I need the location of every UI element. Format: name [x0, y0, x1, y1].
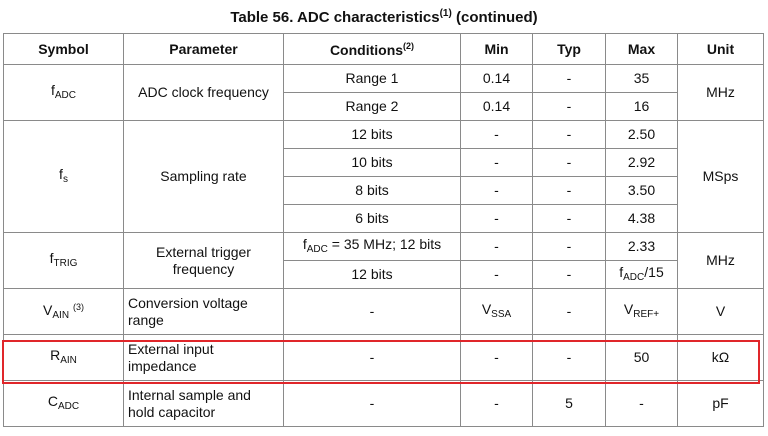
- symbol-subscript: AIN: [60, 354, 77, 366]
- table-row: [4, 381, 764, 427]
- unit-cell: V: [678, 289, 764, 335]
- table-row: [4, 289, 764, 335]
- unit-cell: MSps: [678, 121, 764, 233]
- min-cell: -: [461, 121, 533, 149]
- header-symbol: Symbol: [4, 34, 124, 65]
- typ-cell: -: [533, 335, 606, 381]
- min-cell: -: [461, 233, 533, 261]
- typ-cell: -: [533, 177, 606, 205]
- min-text: V: [481, 300, 492, 317]
- unit-cell: kΩ: [678, 335, 764, 381]
- parameter-cell: Internal sample and hold capacitor: [124, 381, 284, 427]
- condition-cell: -: [284, 289, 461, 335]
- table-title-suffix: (continued): [451, 9, 538, 26]
- condition-cell: Range 1: [284, 65, 461, 93]
- condition-cell: 8 bits: [284, 177, 461, 205]
- condition-cell: Range 2: [284, 93, 461, 121]
- typ-cell: -: [533, 233, 606, 261]
- table-row: [4, 65, 764, 93]
- typ-cell: -: [533, 261, 606, 289]
- symbol-text: R: [50, 346, 61, 363]
- max-cell: [606, 289, 678, 335]
- condition-cell: 6 bits: [284, 205, 461, 233]
- table-title-footnote: (1): [439, 8, 452, 19]
- unit-cell: MHz: [678, 65, 764, 121]
- max-cell: 2.33: [606, 233, 678, 261]
- typ-cell: -: [533, 205, 606, 233]
- unit-cell: pF: [678, 381, 764, 427]
- table-row-highlighted: [4, 335, 764, 381]
- max-cell: 2.50: [606, 121, 678, 149]
- parameter-cell: ADC clock frequency: [124, 65, 284, 121]
- symbol-subscript: s: [62, 173, 68, 185]
- typ-cell: -: [533, 65, 606, 93]
- symbol-text: f: [49, 249, 54, 266]
- table-row: [4, 121, 764, 149]
- condition-cell: 12 bits: [284, 121, 461, 149]
- unit-cell: MHz: [678, 233, 764, 289]
- header-conditions: [284, 34, 461, 65]
- min-cell: 0.14: [461, 65, 533, 93]
- condition-cell: -: [284, 381, 461, 427]
- condition-cell: 12 bits: [284, 261, 461, 289]
- condition-cell: [284, 233, 461, 261]
- table-title: [0, 8, 768, 26]
- symbol-footnote: (3): [72, 302, 84, 312]
- symbol-subscript: TRIG: [53, 257, 78, 269]
- symbol-text: C: [47, 392, 58, 409]
- symbol-cell: [4, 233, 124, 289]
- header-min: Min: [461, 34, 533, 65]
- max-cell: [606, 261, 678, 289]
- typ-cell: -: [533, 289, 606, 335]
- header-unit: Unit: [678, 34, 764, 65]
- typ-cell: -: [533, 149, 606, 177]
- symbol-text: f: [50, 81, 55, 98]
- min-cell: -: [461, 205, 533, 233]
- symbol-cell: [4, 121, 124, 233]
- condition-text-rest: = 35 MHz; 12 bits: [327, 235, 442, 252]
- max-cell: 4.38: [606, 205, 678, 233]
- typ-cell: -: [533, 93, 606, 121]
- table-row: [4, 233, 764, 261]
- symbol-cell: [4, 65, 124, 121]
- parameter-cell: Sampling rate: [124, 121, 284, 233]
- max-cell: 3.50: [606, 177, 678, 205]
- condition-subscript: ADC: [306, 243, 328, 255]
- header-conditions-footnote: (2): [403, 40, 415, 51]
- min-cell: -: [461, 177, 533, 205]
- max-cell: -: [606, 381, 678, 427]
- max-text-rest: /15: [644, 263, 664, 280]
- min-cell: [461, 289, 533, 335]
- table-title-text: Table 56. ADC characteristics: [230, 9, 440, 26]
- max-cell: 16: [606, 93, 678, 121]
- symbol-subscript: AIN: [52, 310, 70, 321]
- header-typ: Typ: [533, 34, 606, 65]
- min-cell: -: [461, 149, 533, 177]
- header-conditions-text: Conditions: [329, 41, 404, 58]
- header-parameter: Parameter: [124, 34, 284, 65]
- symbol-cell: [4, 335, 124, 381]
- parameter-cell: Conversion voltage range: [124, 289, 284, 335]
- symbol-text: V: [43, 302, 53, 318]
- max-cell: 2.92: [606, 149, 678, 177]
- min-cell: -: [461, 261, 533, 289]
- symbol-subscript: ADC: [54, 89, 76, 101]
- symbol-cell: [4, 289, 124, 335]
- symbol-subscript: ADC: [58, 400, 80, 412]
- max-cell: 35: [606, 65, 678, 93]
- parameter-cell: External trigger frequency: [124, 233, 284, 289]
- max-subscript: REF+: [633, 308, 660, 320]
- typ-cell: 5: [533, 381, 606, 427]
- condition-cell: -: [284, 335, 461, 381]
- max-text: f: [619, 263, 624, 280]
- typ-cell: -: [533, 121, 606, 149]
- symbol-text: f: [59, 165, 63, 182]
- max-cell: 50: [606, 335, 678, 381]
- max-text: V: [623, 300, 634, 317]
- min-cell: -: [461, 335, 533, 381]
- header-row: [4, 34, 764, 65]
- header-max: Max: [606, 34, 678, 65]
- parameter-cell: External input impedance: [124, 335, 284, 381]
- adc-characteristics-table: [3, 33, 764, 427]
- condition-text: f: [302, 235, 307, 252]
- min-subscript: SSA: [491, 308, 512, 320]
- max-subscript: ADC: [623, 271, 645, 283]
- min-cell: -: [461, 381, 533, 427]
- min-cell: 0.14: [461, 93, 533, 121]
- symbol-cell: [4, 381, 124, 427]
- condition-cell: 10 bits: [284, 149, 461, 177]
